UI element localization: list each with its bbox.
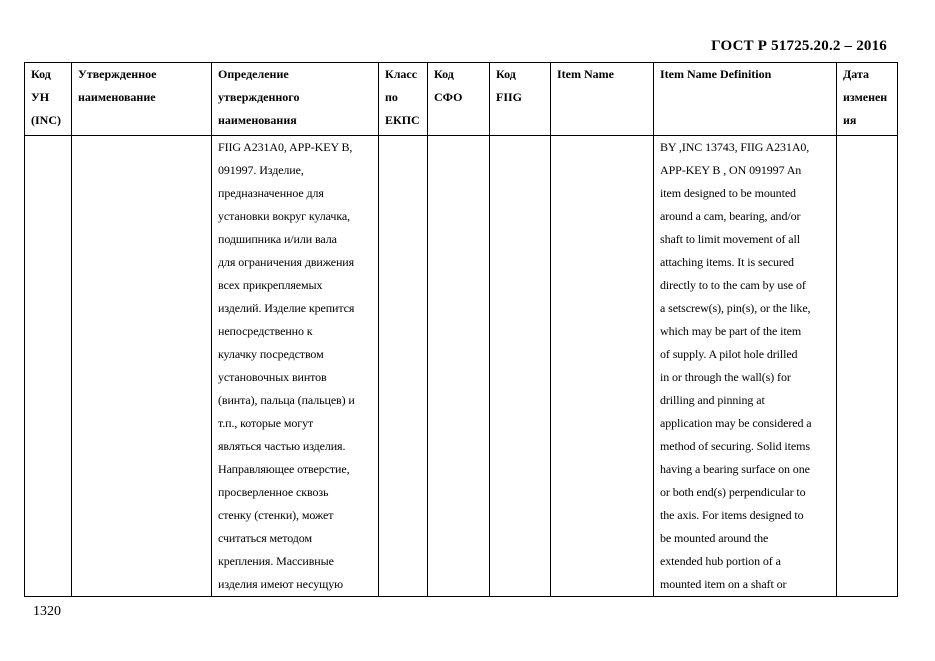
text-line: FIIG A231A0, APP-KEY B, xyxy=(218,140,353,154)
text-line: стенку (стенки), может xyxy=(218,508,334,522)
header-sfo-code xyxy=(428,63,490,136)
cell-change-date xyxy=(837,136,898,597)
header-line: наименования xyxy=(218,113,297,127)
text-line: всех прикрепляемых xyxy=(218,278,323,292)
header-item-name xyxy=(551,63,654,136)
header-line: по xyxy=(385,90,398,104)
text-line: т.п., которые могут xyxy=(218,416,314,430)
document-header: ГОСТ Р 51725.20.2 – 2016 xyxy=(711,38,887,54)
table-header-row xyxy=(25,63,898,136)
text-line: in or through the wall(s) for xyxy=(660,370,791,384)
text-line: изделия имеют несущую xyxy=(218,577,344,591)
cell-approved-name xyxy=(72,136,212,597)
cell-fiig-code xyxy=(490,136,551,597)
text-line: the axis. For items designed to xyxy=(660,508,804,522)
text-line: крепления. Массивные xyxy=(218,554,334,568)
text-line: BY ,INC 13743, FIIG A231A0, xyxy=(660,140,810,154)
header-inc xyxy=(25,63,72,136)
text-line: directly to to the cam by use of xyxy=(660,278,806,292)
header-line: Item Name xyxy=(557,67,614,81)
text-line: be mounted around the xyxy=(660,531,769,545)
text-line: установки вокруг кулачка, xyxy=(218,209,351,223)
text-line: attaching items. It is secured xyxy=(660,255,794,269)
text-line: or both end(s) perpendicular to xyxy=(660,485,806,499)
text-line: APP-KEY B , ON 091997 An xyxy=(660,163,802,177)
text-line: непосредственно к xyxy=(218,324,313,338)
header-change-date xyxy=(837,63,898,136)
cell-inc xyxy=(25,136,72,597)
text-line: подшипника и/или вала xyxy=(218,232,337,246)
header-line: утвержденного xyxy=(218,90,300,104)
text-line: which may be part of the item xyxy=(660,324,802,338)
text-line: установочных винтов xyxy=(218,370,327,384)
cell-definition xyxy=(212,136,379,597)
header-line: изменен xyxy=(843,90,888,104)
header-line: наименование xyxy=(78,90,156,104)
header-line: ия xyxy=(843,113,857,127)
text-line: Направляющее отверстие, xyxy=(218,462,350,476)
header-line: Класс xyxy=(385,67,418,81)
text-line: просверленное сквозь xyxy=(218,485,329,499)
header-line: (INC) xyxy=(31,113,61,127)
text-line: extended hub portion of a xyxy=(660,554,781,568)
table-row xyxy=(25,136,898,597)
cell-item-name-definition xyxy=(654,136,837,597)
text-line: a setscrew(s), pin(s), or the like, xyxy=(660,301,811,315)
header-line: Дата xyxy=(843,67,869,81)
gost-table xyxy=(24,62,898,597)
header-ekps-class xyxy=(379,63,428,136)
text-line: of supply. A pilot hole drilled xyxy=(660,347,798,361)
header-definition xyxy=(212,63,379,136)
text-line: кулачку посредством xyxy=(218,347,324,361)
text-line: для ограничения движения xyxy=(218,255,355,269)
header-line: Код xyxy=(434,67,454,81)
cell-ekps-class xyxy=(379,136,428,597)
text-line: 091997. Изделие, xyxy=(218,163,304,177)
text-line: drilling and pinning at xyxy=(660,393,765,407)
header-line: УН xyxy=(31,90,50,104)
header-line: FIIG xyxy=(496,90,523,104)
page-number: 1320 xyxy=(33,604,61,619)
text-line: application may be considered a xyxy=(660,416,812,430)
text-line: mounted item on a shaft or xyxy=(660,577,787,591)
header-approved-name xyxy=(72,63,212,136)
header-line: Item Name Definition xyxy=(660,67,772,81)
cell-item-name xyxy=(551,136,654,597)
text-line: считаться методом xyxy=(218,531,312,545)
header-fiig-code xyxy=(490,63,551,136)
text-line: изделий. Изделие крепится xyxy=(218,301,355,315)
header-line: Определение xyxy=(218,67,289,81)
text-line: item designed to be mounted xyxy=(660,186,796,200)
header-line: Утвержденное xyxy=(78,67,157,81)
header-line: Код xyxy=(496,67,516,81)
header-line: ЕКПС xyxy=(385,113,420,127)
text-line: shaft to limit movement of all xyxy=(660,232,800,246)
header-line: Код xyxy=(31,67,51,81)
text-line: предназначенное для xyxy=(218,186,324,200)
text-line: method of securing. Solid items xyxy=(660,439,810,453)
text-line: having a bearing surface on one xyxy=(660,462,810,476)
cell-sfo-code xyxy=(428,136,490,597)
header-line: СФО xyxy=(434,90,463,104)
header-item-name-definition xyxy=(654,63,837,136)
text-line: around a cam, bearing, and/or xyxy=(660,209,801,223)
text-line: (винта), пальца (пальцев) и xyxy=(218,393,355,407)
text-line: являться частью изделия. xyxy=(218,439,346,453)
